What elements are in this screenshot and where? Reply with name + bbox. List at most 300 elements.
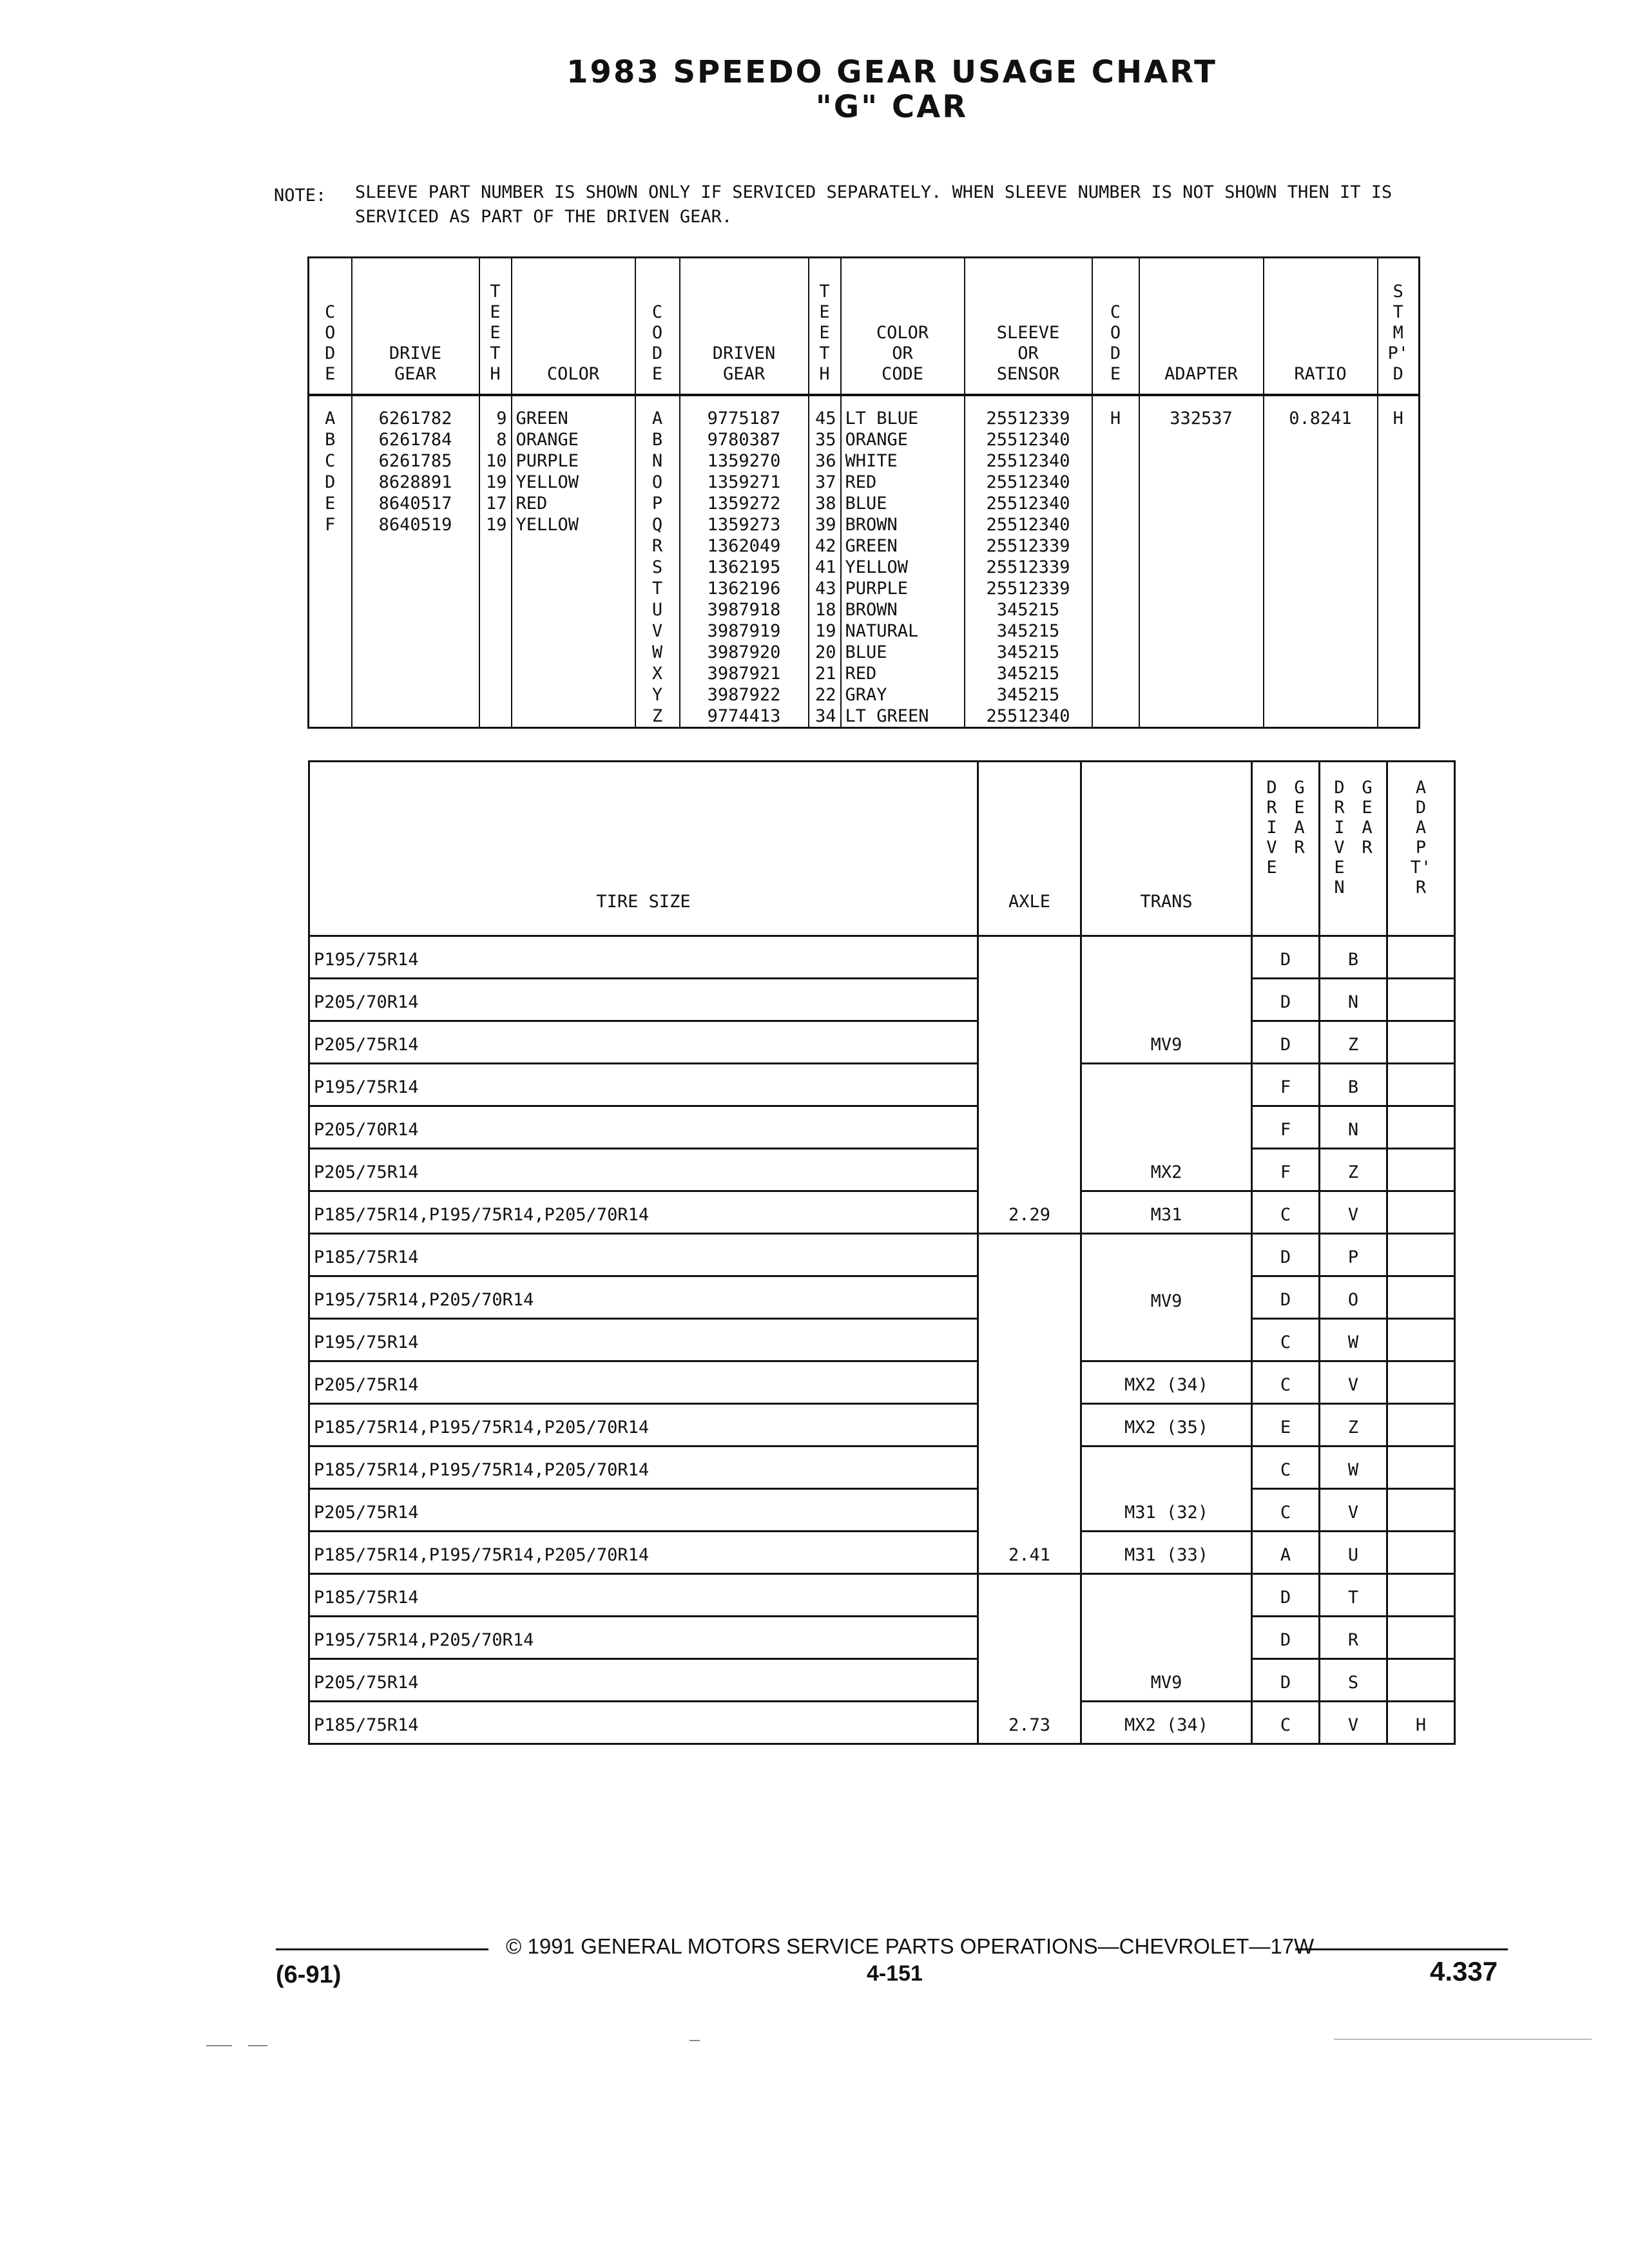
header-adapter-stack (1387, 762, 1455, 936)
tire-size-cell: P185/75R14,P195/75R14,P205/70R14 (309, 1446, 978, 1489)
tire-size-cell: P185/75R14,P195/75R14,P205/70R14 (309, 1191, 978, 1234)
list-item: BROWN (845, 515, 898, 535)
tire-size-cell: P205/75R14 (309, 1361, 978, 1404)
driven-gear-cell: V (1320, 1361, 1387, 1404)
header-line: OR (1017, 343, 1039, 363)
list-item: 25512340 (986, 430, 1070, 450)
note-line-2: SERVICED AS PART OF THE DRIVEN GEAR. (355, 207, 733, 227)
list-item: 21 (815, 664, 836, 684)
adapter-cell (1387, 1361, 1455, 1404)
tire-size-cell: P195/75R14 (309, 1064, 978, 1106)
header-letter: A (1294, 818, 1305, 838)
driven-gear-cell: W (1320, 1446, 1387, 1489)
list-item: BROWN (845, 600, 898, 620)
drive-gear-cell: E (1252, 1404, 1320, 1446)
list-item: 17 (485, 494, 507, 514)
table-row (309, 1234, 1455, 1276)
header-line: D (1393, 364, 1403, 384)
list-item: O (651, 472, 663, 492)
adapter-cell (1387, 1191, 1455, 1234)
drive-gear-cell: C (1252, 1489, 1320, 1532)
list-item: W (651, 642, 663, 662)
header-letter: A (1362, 818, 1373, 838)
adapter-cell (1387, 979, 1455, 1021)
list-item: T (651, 579, 663, 599)
header-teeth-1 (479, 258, 512, 396)
list-item: A (325, 408, 336, 428)
header-letter: V (1334, 838, 1345, 858)
list-item: ORANGE (845, 430, 909, 450)
list-item: 45 (815, 408, 836, 428)
driven-gear-cell: V (1320, 1702, 1387, 1744)
driven-teeth-column (809, 395, 841, 728)
footer-date: (6-91) (276, 1961, 342, 1988)
drive-gear-cell: A (1252, 1532, 1320, 1574)
header-line: T (819, 343, 830, 363)
list-item: 25512340 (986, 451, 1070, 471)
scan-artifact (206, 2045, 232, 2046)
table-row (309, 1659, 1455, 1702)
list-item: YELLOW (516, 472, 579, 492)
list-item: GREEN (516, 408, 568, 428)
driven-gear-cell: S (1320, 1659, 1387, 1702)
axle-cell (978, 1574, 1081, 1617)
adapter-cell: 332537 (1139, 395, 1264, 728)
header-letter: E (1266, 858, 1277, 878)
header-line: E (651, 364, 663, 384)
list-item: ORANGE (516, 430, 579, 450)
list-item: Y (651, 685, 663, 705)
header-letter: R (1266, 798, 1277, 818)
list-item: LT GREEN (845, 706, 929, 726)
footer-page-number: 4.337 (1430, 1956, 1498, 1986)
header-line: C (325, 302, 336, 322)
list-item: 9774413 (707, 706, 781, 726)
axle-cell (978, 1149, 1081, 1191)
header-letter: D (1266, 778, 1277, 798)
driven-gear-cell: R (1320, 1617, 1387, 1659)
axle-cell (978, 979, 1081, 1021)
list-item: R (651, 536, 663, 556)
axle-cell (978, 1446, 1081, 1489)
header-code-3 (1092, 258, 1139, 396)
drive-gear-cell: D (1252, 1617, 1320, 1659)
trans-cell (1081, 1064, 1252, 1106)
list-item: RED (845, 664, 877, 684)
header-stmpd (1378, 258, 1420, 396)
drive-gear-cell: D (1252, 1021, 1320, 1064)
list-item: BLUE (845, 642, 887, 662)
list-item: PURPLE (845, 579, 909, 599)
drive-color-column (512, 395, 635, 728)
scan-artifact (248, 2045, 267, 2046)
drive-gear-cell: D (1252, 936, 1320, 979)
header-letter: G (1294, 778, 1305, 798)
header-line: O (651, 323, 663, 343)
list-item: 345215 (996, 642, 1060, 662)
list-item: 9775187 (707, 408, 781, 428)
list-item: 25512339 (986, 557, 1070, 577)
axle-cell (978, 1489, 1081, 1532)
list-item: 1362195 (707, 557, 781, 577)
header-letter: D (1334, 778, 1345, 798)
header-letter: R (1362, 838, 1373, 858)
adapter-cell (1387, 1404, 1455, 1446)
list-item: 34 (815, 706, 836, 726)
header-line: SLEEVE (996, 323, 1060, 343)
list-item: C (325, 451, 336, 471)
axle-cell (978, 1659, 1081, 1702)
table-row (309, 1319, 1455, 1361)
list-item: X (651, 664, 663, 684)
adapter-cell (1387, 1446, 1455, 1489)
footer-copyright: © 1991 GENERAL MOTORS SERVICE PARTS OPERATIONS—CHEVROLET—17W (506, 1934, 1315, 1958)
driven-gear-cell: N (1320, 979, 1387, 1021)
trans-cell: M31 (1081, 1191, 1252, 1234)
axle-cell (978, 1361, 1081, 1404)
tire-table-header (309, 762, 1455, 936)
list-item: 25512340 (986, 515, 1070, 535)
driven-gear-cell: W (1320, 1319, 1387, 1361)
tire-size-cell: P195/75R14,P205/70R14 (309, 1617, 978, 1659)
axle-cell (978, 1319, 1081, 1361)
header-line: S (1393, 282, 1403, 302)
tire-size-cell: P195/75R14 (309, 1319, 978, 1361)
header-sleeve (965, 258, 1092, 396)
scan-artifact (1334, 2039, 1592, 2040)
header-adapter: ADAPTER (1139, 258, 1264, 396)
axle-cell: 2.29 (978, 1191, 1081, 1234)
adapter-cell (1387, 1106, 1455, 1149)
list-item: 345215 (996, 600, 1060, 620)
driven-code-column (635, 395, 680, 728)
header-line: O (1110, 323, 1121, 343)
list-item: 1359271 (707, 472, 781, 492)
trans-cell (1081, 936, 1252, 979)
header-line: T (490, 343, 501, 363)
axle-cell (978, 1106, 1081, 1149)
tire-size-cell: P185/75R14 (309, 1574, 978, 1617)
table-row (309, 1149, 1455, 1191)
header-letter (1286, 858, 1313, 878)
adapter-cell (1387, 1234, 1455, 1276)
header-line: P' (1387, 343, 1409, 363)
table-row (309, 1021, 1455, 1064)
list-item: 25512340 (986, 472, 1070, 492)
driven-color-column (841, 395, 965, 728)
list-item: GREEN (845, 536, 898, 556)
trans-cell (1081, 1446, 1252, 1489)
tire-size-cell: P205/75R14 (309, 1489, 978, 1532)
table-row (309, 1574, 1455, 1617)
list-item: 19 (485, 472, 507, 492)
axle-cell (978, 1234, 1081, 1276)
tire-size-cell: P205/75R14 (309, 1149, 978, 1191)
trans-cell: M31 (32) (1081, 1489, 1252, 1532)
list-item: 1359273 (707, 515, 781, 535)
header-line: T (490, 282, 501, 302)
scan-artifact (689, 2040, 700, 2041)
driven-gear-cell: Z (1320, 1149, 1387, 1191)
adapter-cell (1387, 1617, 1455, 1659)
header-line: E (490, 323, 501, 343)
adapter-cell (1387, 1149, 1455, 1191)
header-line: DRIVE (389, 343, 442, 363)
header-line: E (1110, 364, 1121, 384)
header-line: T (819, 282, 830, 302)
list-item: 345215 (996, 664, 1060, 684)
list-item: 1362049 (707, 536, 781, 556)
header-line: E (325, 364, 336, 384)
header-ratio: RATIO (1264, 258, 1378, 396)
list-item: V (651, 621, 663, 641)
trans-cell: MX2 (34) (1081, 1361, 1252, 1404)
header-line: COLOR (876, 323, 929, 343)
tire-table (308, 760, 1456, 1745)
trans-cell: M31 (33) (1081, 1532, 1252, 1574)
table-row (309, 1191, 1455, 1234)
drive-gear-cell: F (1252, 1149, 1320, 1191)
list-item: NATURAL (845, 621, 919, 641)
list-item: 35 (815, 430, 836, 450)
list-item: 6261784 (378, 430, 452, 450)
gear-table (307, 256, 1420, 729)
trans-cell: MX2 (35) (1081, 1404, 1252, 1446)
axle-cell (978, 1021, 1081, 1064)
tire-size-cell: P205/70R14 (309, 979, 978, 1021)
driven-gear-cell: P (1320, 1234, 1387, 1276)
drive-gear-cell: F (1252, 1064, 1320, 1106)
list-item: 25512340 (986, 706, 1070, 726)
list-item: 345215 (996, 685, 1060, 705)
header-letter: R (1334, 798, 1345, 818)
list-item: 22 (815, 685, 836, 705)
list-item: N (651, 451, 663, 471)
list-item: 3987919 (707, 621, 781, 641)
adapter-cell (1387, 1064, 1455, 1106)
list-item: 3987922 (707, 685, 781, 705)
axle-cell (978, 1404, 1081, 1446)
tire-size-cell: P205/75R14 (309, 1659, 978, 1702)
header-line: D (325, 343, 336, 363)
list-item: 3987918 (707, 600, 781, 620)
driven-gear-cell: Z (1320, 1404, 1387, 1446)
drive-gear-cell: D (1252, 1276, 1320, 1319)
list-item: 18 (815, 600, 836, 620)
header-line: T (1393, 302, 1403, 322)
list-item: 9780387 (707, 430, 781, 450)
adapter-cell (1387, 1574, 1455, 1617)
list-item: 1359272 (707, 494, 781, 514)
list-item: Z (651, 706, 663, 726)
header-letter: P (1415, 838, 1427, 858)
axle-cell (978, 1276, 1081, 1319)
header-driven-gear (680, 258, 809, 396)
header-code-2 (635, 258, 680, 396)
header-letter: I (1334, 818, 1345, 838)
header-drive-gear-stack (1252, 762, 1320, 936)
drive-gear-cell: F (1252, 1106, 1320, 1149)
list-item: 20 (815, 642, 836, 662)
list-item: 25512340 (986, 494, 1070, 514)
list-item: YELLOW (845, 557, 909, 577)
header-line: M (1393, 323, 1403, 343)
header-line: GEAR (722, 364, 766, 384)
list-item: F (325, 515, 336, 535)
drive-gear-cell: D (1252, 979, 1320, 1021)
header-driven-gear-stack (1320, 762, 1387, 936)
header-line: H (819, 364, 830, 384)
header-letter: A (1415, 818, 1427, 838)
adapter-cell (1387, 1021, 1455, 1064)
list-item: 6261785 (378, 451, 452, 471)
ratio-cell: 0.8241 (1264, 395, 1378, 728)
header-letter: V (1266, 838, 1277, 858)
list-item: P (651, 494, 663, 514)
drive-gear-cell: C (1252, 1361, 1320, 1404)
header-line: D (651, 343, 663, 363)
header-letter: I (1266, 818, 1277, 838)
axle-cell: 2.73 (978, 1702, 1081, 1744)
axle-cell: 2.41 (978, 1532, 1081, 1574)
trans-cell (1081, 1617, 1252, 1659)
header-line: C (651, 302, 663, 322)
trans-cell: MV9 (1081, 1276, 1252, 1319)
adapter-cell (1387, 1489, 1455, 1532)
header-axle: AXLE (978, 762, 1081, 936)
table-row (309, 1276, 1455, 1319)
drive-code-column (309, 395, 352, 728)
header-letter: G (1362, 778, 1373, 798)
drive-gear-cell: C (1252, 1446, 1320, 1489)
tire-size-cell: P195/75R14 (309, 936, 978, 979)
driven-gear-cell: Z (1320, 1021, 1387, 1064)
driven-gear-cell: N (1320, 1106, 1387, 1149)
list-item: 10 (485, 451, 507, 471)
header-trans: TRANS (1081, 762, 1252, 936)
header-line: E (819, 323, 830, 343)
list-item: 42 (815, 536, 836, 556)
table-row (309, 1064, 1455, 1106)
header-line: O (325, 323, 336, 343)
list-item: 1359270 (707, 451, 781, 471)
driven-gear-column (680, 395, 809, 728)
adapter-cell (1387, 1319, 1455, 1361)
list-item: PURPLE (516, 451, 579, 471)
trans-cell: MV9 (1081, 1021, 1252, 1064)
tire-size-cell: P185/75R14,P195/75R14,P205/70R14 (309, 1404, 978, 1446)
list-item: YELLOW (516, 515, 579, 535)
trans-cell (1081, 1106, 1252, 1149)
drive-gear-cell: D (1252, 1659, 1320, 1702)
adapter-cell: H (1387, 1702, 1455, 1744)
table-row (309, 1106, 1455, 1149)
list-item: B (325, 430, 336, 450)
header-teeth-2 (809, 258, 841, 396)
trans-cell (1081, 1234, 1252, 1276)
list-item: 41 (815, 557, 836, 577)
header-line: C (1110, 302, 1121, 322)
tire-size-cell: P185/75R14,P195/75R14,P205/70R14 (309, 1532, 978, 1574)
list-item: Q (651, 515, 663, 535)
list-item: S (651, 557, 663, 577)
gear-table-header (309, 258, 1420, 396)
header-letter: E (1334, 858, 1345, 878)
header-letter: R (1294, 838, 1305, 858)
list-item: A (651, 408, 663, 428)
list-item: E (325, 494, 336, 514)
list-item: 36 (815, 451, 836, 471)
trans-cell (1081, 1319, 1252, 1361)
adapter-cell (1387, 1276, 1455, 1319)
sleeve-column (965, 395, 1092, 728)
header-tire-size: TIRE SIZE (309, 762, 978, 936)
header-code-1 (309, 258, 352, 396)
tire-size-cell: P185/75R14 (309, 1702, 978, 1744)
list-item: D (325, 472, 336, 492)
drive-gear-cell: C (1252, 1191, 1320, 1234)
driven-gear-cell: B (1320, 1064, 1387, 1106)
axle-cell (978, 936, 1081, 979)
list-item: 37 (815, 472, 836, 492)
list-item: B (651, 430, 663, 450)
list-item: RED (845, 472, 877, 492)
table-row (309, 1617, 1455, 1659)
header-drive-gear (352, 258, 479, 396)
note-line-1: SLEEVE PART NUMBER IS SHOWN ONLY IF SERVICED SEPARATELY. WHEN SLEEVE NUMBER IS NOT SHOWN THEN IT IS (355, 182, 1393, 202)
list-item: 25512339 (986, 408, 1070, 428)
header-letter: T' (1410, 858, 1432, 878)
header-letter: A (1415, 778, 1427, 798)
header-line: OR (892, 343, 913, 363)
header-letter: R (1415, 878, 1427, 898)
header-line: CODE (881, 364, 924, 384)
list-item: LT BLUE (845, 408, 919, 428)
list-item: 345215 (996, 621, 1060, 641)
header-letter: D (1415, 798, 1427, 818)
footer-rule-left (276, 1948, 488, 1950)
list-item: 9 (496, 408, 507, 428)
trans-cell: MX2 (34) (1081, 1702, 1252, 1744)
drive-gear-cell: D (1252, 1234, 1320, 1276)
tire-size-cell: P205/70R14 (309, 1106, 978, 1149)
drive-gear-cell: C (1252, 1702, 1320, 1744)
list-item: RED (516, 494, 548, 514)
trans-cell: MV9 (1081, 1659, 1252, 1702)
table-row (309, 1702, 1455, 1744)
header-letter: N (1334, 878, 1345, 898)
axle-cell (978, 1064, 1081, 1106)
drive-gear-cell: D (1252, 1574, 1320, 1617)
trans-cell (1081, 1574, 1252, 1617)
adapter-cell (1387, 1532, 1455, 1574)
header-line: H (490, 364, 501, 384)
driven-gear-cell: O (1320, 1276, 1387, 1319)
header-letter (1353, 878, 1381, 898)
table-row (309, 1446, 1455, 1489)
adapter-cell (1387, 936, 1455, 979)
list-item: 6261782 (378, 408, 452, 428)
header-color-1: COLOR (512, 258, 635, 396)
list-item: WHITE (845, 451, 898, 471)
tire-size-cell: P185/75R14 (309, 1234, 978, 1276)
header-line: D (1110, 343, 1121, 363)
list-item: 8640517 (378, 494, 452, 514)
driven-gear-cell: T (1320, 1574, 1387, 1617)
header-line: DRIVEN (712, 343, 776, 363)
adapter-code-cell: H (1092, 395, 1139, 728)
list-item: U (651, 600, 663, 620)
